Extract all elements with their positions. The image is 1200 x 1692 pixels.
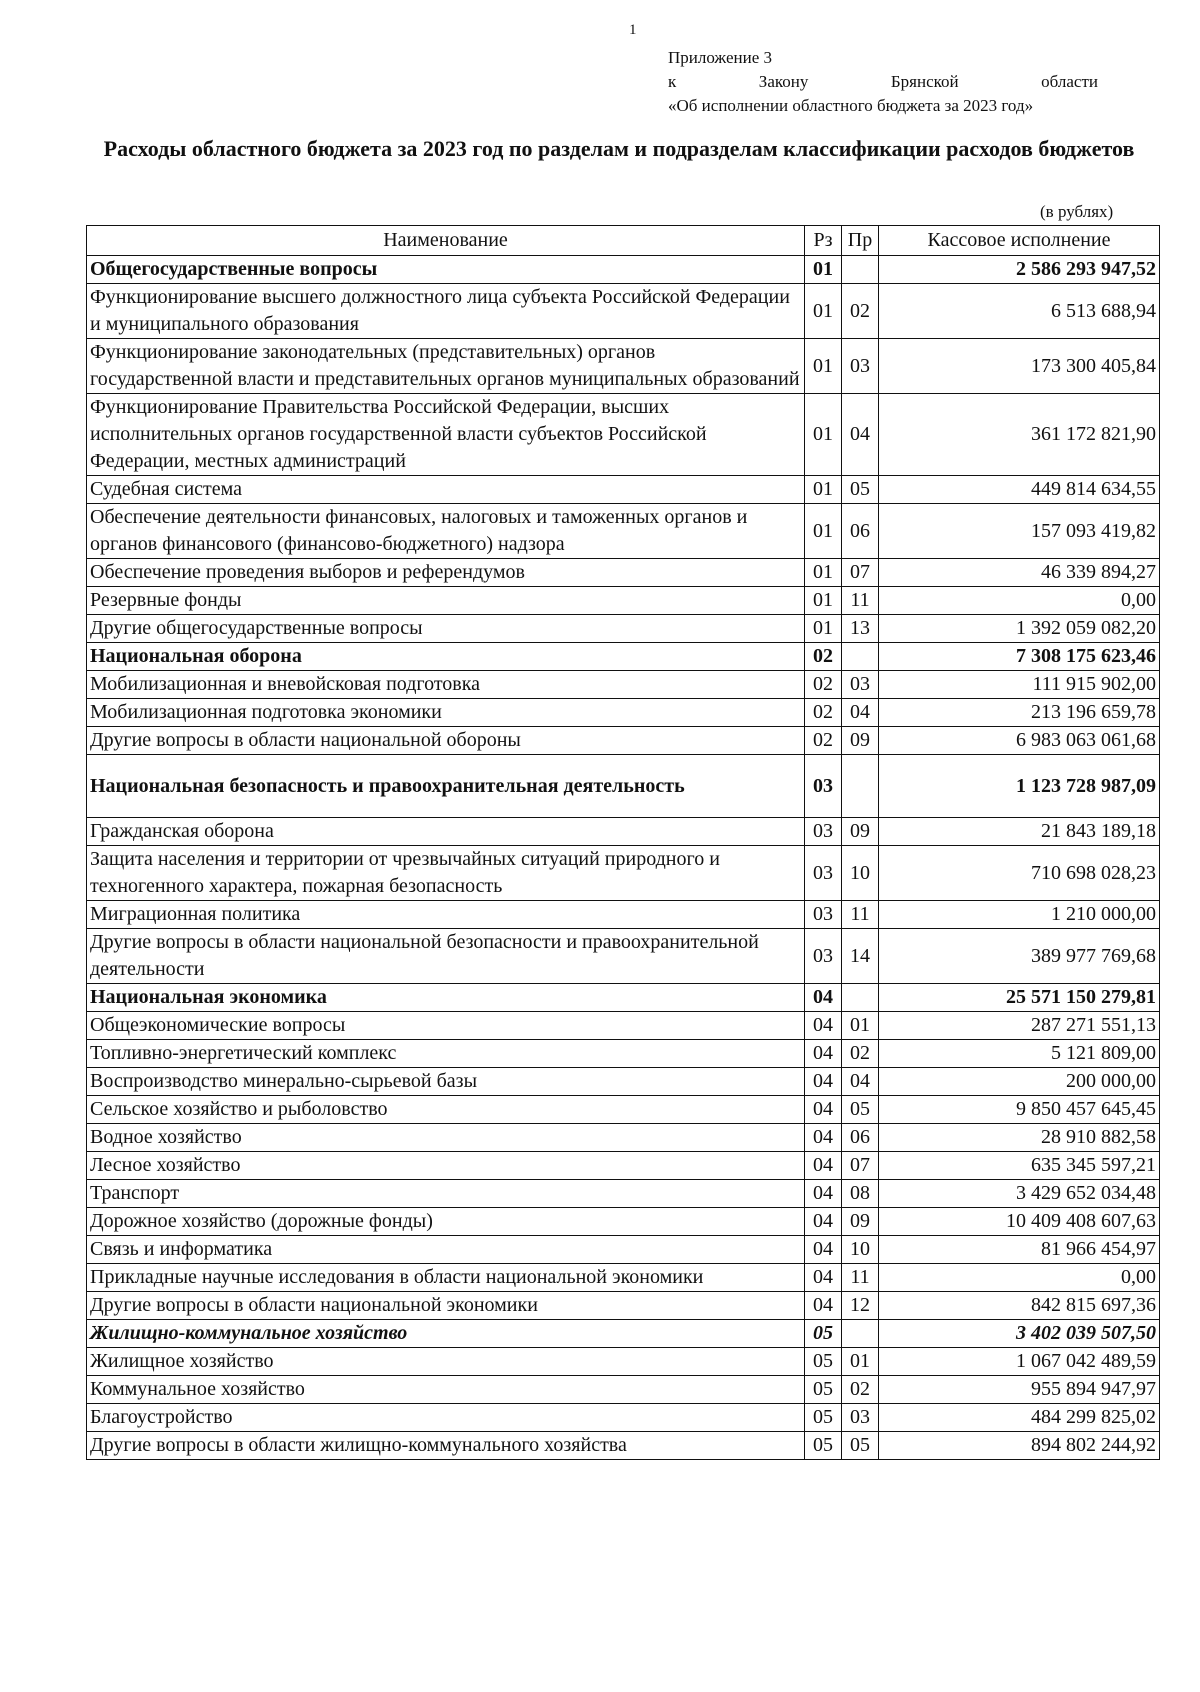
row-name: Функционирование Правительства Российской Федерации, высших исполнительных органов государственной власти субъектов Российской Федерации, местных администраций: [87, 394, 805, 476]
row-rz-code: 01: [805, 284, 842, 339]
row-pr-code: 08: [842, 1180, 879, 1208]
row-name: Воспроизводство минерально-сырьевой базы: [87, 1068, 805, 1096]
row-name: Обеспечение проведения выборов и референдумов: [87, 559, 805, 587]
row-amount: 28 910 882,58: [879, 1124, 1160, 1152]
row-rz-code: 05: [805, 1320, 842, 1348]
row-name: Мобилизационная подготовка экономики: [87, 699, 805, 727]
table-row: [87, 1292, 1160, 1320]
row-amount: 955 894 947,97: [879, 1376, 1160, 1404]
table-row: [87, 587, 1160, 615]
row-pr-code: 05: [842, 1432, 879, 1460]
row-rz-code: 01: [805, 339, 842, 394]
table-row: [87, 929, 1160, 984]
row-amount: 361 172 821,90: [879, 394, 1160, 476]
row-rz-code: 04: [805, 984, 842, 1012]
row-amount: 389 977 769,68: [879, 929, 1160, 984]
row-amount: 213 196 659,78: [879, 699, 1160, 727]
row-rz-code: 04: [805, 1236, 842, 1264]
table-row: [87, 504, 1160, 559]
row-name: Прикладные научные исследования в области национальной экономики: [87, 1264, 805, 1292]
page-number: 1: [629, 22, 637, 38]
table-row: [87, 1320, 1160, 1348]
row-pr-code: 05: [842, 1096, 879, 1124]
row-amount: 5 121 809,00: [879, 1040, 1160, 1068]
appendix-word: Закону: [758, 72, 809, 91]
row-pr-code: 07: [842, 1152, 879, 1180]
appendix-word: области: [1041, 72, 1098, 91]
row-rz-code: 03: [805, 929, 842, 984]
header-amount: Кассовое исполнение: [879, 226, 1160, 256]
row-rz-code: 01: [805, 504, 842, 559]
header-rz: Рз: [805, 226, 842, 256]
table-row: [87, 1012, 1160, 1040]
row-amount: 2 586 293 947,52: [879, 256, 1160, 284]
document-title: Расходы областного бюджета за 2023 год по разделам и подразделам классификации расходов бюджетов: [103, 136, 1135, 161]
appendix-line-3: «Об исполнении областного бюджета за 2023 год»: [668, 96, 1034, 115]
row-amount: 7 308 175 623,46: [879, 643, 1160, 671]
row-amount: 894 802 244,92: [879, 1432, 1160, 1460]
row-name: Национальная безопасность и правоохранительная деятельность: [87, 755, 805, 818]
appendix-word: Брянской: [890, 72, 959, 91]
row-name: Жилищное хозяйство: [87, 1348, 805, 1376]
table-row: [87, 1236, 1160, 1264]
row-amount: 6 513 688,94: [879, 284, 1160, 339]
table-row: [87, 284, 1160, 339]
row-rz-code: 01: [805, 394, 842, 476]
row-name: Коммунальное хозяйство: [87, 1376, 805, 1404]
row-name: Общеэкономические вопросы: [87, 1012, 805, 1040]
table-row: [87, 1124, 1160, 1152]
table-row: [87, 559, 1160, 587]
row-rz-code: 04: [805, 1292, 842, 1320]
table-row: [87, 1432, 1160, 1460]
table-row: [87, 901, 1160, 929]
row-rz-code: 05: [805, 1432, 842, 1460]
row-rz-code: 05: [805, 1376, 842, 1404]
units-note: (в рублях): [1040, 202, 1114, 221]
row-rz-code: 03: [805, 755, 842, 818]
row-rz-code: 02: [805, 671, 842, 699]
row-rz-code: 04: [805, 1124, 842, 1152]
row-pr-code: 03: [842, 339, 879, 394]
row-rz-code: 01: [805, 615, 842, 643]
row-rz-code: 01: [805, 256, 842, 284]
row-amount: 1 210 000,00: [879, 901, 1160, 929]
row-name: Другие вопросы в области национальной обороны: [87, 727, 805, 755]
row-name: Гражданская оборона: [87, 818, 805, 846]
row-name: Топливно-энергетический комплекс: [87, 1040, 805, 1068]
row-amount: 46 339 894,27: [879, 559, 1160, 587]
row-pr-code: 01: [842, 1012, 879, 1040]
row-name: Судебная система: [87, 476, 805, 504]
row-pr-code: 09: [842, 727, 879, 755]
row-rz-code: 04: [805, 1264, 842, 1292]
row-name: Другие вопросы в области национальной экономики: [87, 1292, 805, 1320]
row-pr-code: 02: [842, 1376, 879, 1404]
row-name: Транспорт: [87, 1180, 805, 1208]
row-amount: 3 402 039 507,50: [879, 1320, 1160, 1348]
row-rz-code: 03: [805, 901, 842, 929]
row-rz-code: 05: [805, 1348, 842, 1376]
table-row: [87, 984, 1160, 1012]
row-pr-code: 12: [842, 1292, 879, 1320]
row-amount: 1 392 059 082,20: [879, 615, 1160, 643]
table-row: [87, 339, 1160, 394]
row-name: Жилищно-коммунальное хозяйство: [87, 1320, 805, 1348]
row-pr-code: 14: [842, 929, 879, 984]
row-pr-code: [842, 1320, 879, 1348]
row-rz-code: 04: [805, 1180, 842, 1208]
row-pr-code: 09: [842, 1208, 879, 1236]
row-amount: 9 850 457 645,45: [879, 1096, 1160, 1124]
row-rz-code: 02: [805, 727, 842, 755]
row-rz-code: 03: [805, 846, 842, 901]
table-row: [87, 699, 1160, 727]
row-name: Национальная оборона: [87, 643, 805, 671]
row-name: Благоустройство: [87, 1404, 805, 1432]
row-pr-code: 11: [842, 901, 879, 929]
row-name: Резервные фонды: [87, 587, 805, 615]
row-amount: 200 000,00: [879, 1068, 1160, 1096]
row-rz-code: 05: [805, 1404, 842, 1432]
header-pr: Пр: [842, 226, 879, 256]
row-amount: 3 429 652 034,48: [879, 1180, 1160, 1208]
row-name: Водное хозяйство: [87, 1124, 805, 1152]
row-name: Национальная экономика: [87, 984, 805, 1012]
appendix-line-2: [668, 70, 1098, 94]
table-row: [87, 1068, 1160, 1096]
row-pr-code: 07: [842, 559, 879, 587]
row-amount: 10 409 408 607,63: [879, 1208, 1160, 1236]
row-rz-code: 04: [805, 1012, 842, 1040]
row-pr-code: 03: [842, 1404, 879, 1432]
table-row: [87, 671, 1160, 699]
table-row: [87, 1404, 1160, 1432]
row-rz-code: 04: [805, 1208, 842, 1236]
table-row: [87, 1376, 1160, 1404]
row-amount: 81 966 454,97: [879, 1236, 1160, 1264]
row-pr-code: 04: [842, 699, 879, 727]
table-row: [87, 727, 1160, 755]
row-pr-code: 04: [842, 1068, 879, 1096]
table-row: [87, 256, 1160, 284]
row-pr-code: 06: [842, 504, 879, 559]
row-name: Лесное хозяйство: [87, 1152, 805, 1180]
row-rz-code: 04: [805, 1040, 842, 1068]
table-row: [87, 1040, 1160, 1068]
row-amount: 6 983 063 061,68: [879, 727, 1160, 755]
expenditure-table: [86, 225, 1160, 1460]
row-amount: 111 915 902,00: [879, 671, 1160, 699]
row-pr-code: 02: [842, 284, 879, 339]
appendix-heading: [668, 46, 1098, 118]
table-row: [87, 1096, 1160, 1124]
row-pr-code: 01: [842, 1348, 879, 1376]
row-name: Связь и информатика: [87, 1236, 805, 1264]
appendix-word: к: [668, 72, 677, 91]
row-name: Мобилизационная и вневойсковая подготовка: [87, 671, 805, 699]
row-rz-code: 01: [805, 559, 842, 587]
row-name: Другие вопросы в области национальной безопасности и правоохранительной деятельности: [87, 929, 805, 984]
row-rz-code: 04: [805, 1152, 842, 1180]
row-amount: 0,00: [879, 587, 1160, 615]
row-pr-code: 11: [842, 587, 879, 615]
row-rz-code: 02: [805, 699, 842, 727]
row-name: Другие общегосударственные вопросы: [87, 615, 805, 643]
row-name: Общегосударственные вопросы: [87, 256, 805, 284]
row-pr-code: 11: [842, 1264, 879, 1292]
header-name: Наименование: [87, 226, 805, 256]
appendix-line-1: Приложение 3: [668, 48, 772, 67]
row-amount: 842 815 697,36: [879, 1292, 1160, 1320]
row-rz-code: 04: [805, 1096, 842, 1124]
table-row: [87, 1180, 1160, 1208]
row-amount: 710 698 028,23: [879, 846, 1160, 901]
row-amount: 173 300 405,84: [879, 339, 1160, 394]
row-pr-code: [842, 256, 879, 284]
row-pr-code: [842, 755, 879, 818]
row-pr-code: 10: [842, 1236, 879, 1264]
row-pr-code: 05: [842, 476, 879, 504]
row-rz-code: 03: [805, 818, 842, 846]
row-rz-code: 01: [805, 476, 842, 504]
row-pr-code: 13: [842, 615, 879, 643]
table-row: [87, 1264, 1160, 1292]
row-name: Функционирование законодательных (представительных) органов государственной власти и представительных органов муниципальных образований: [87, 339, 805, 394]
row-name: Обеспечение деятельности финансовых, налоговых и таможенных органов и органов финансового (финансово-бюджетного) надзора: [87, 504, 805, 559]
row-amount: 0,00: [879, 1264, 1160, 1292]
row-name: Другие вопросы в области жилищно-коммунального хозяйства: [87, 1432, 805, 1460]
table-row: [87, 818, 1160, 846]
table-row: [87, 1152, 1160, 1180]
row-amount: 157 093 419,82: [879, 504, 1160, 559]
row-amount: 484 299 825,02: [879, 1404, 1160, 1432]
row-pr-code: [842, 984, 879, 1012]
table-row: [87, 394, 1160, 476]
table-body: [87, 256, 1160, 1460]
row-pr-code: 10: [842, 846, 879, 901]
row-amount: 635 345 597,21: [879, 1152, 1160, 1180]
row-amount: 21 843 189,18: [879, 818, 1160, 846]
row-amount: 25 571 150 279,81: [879, 984, 1160, 1012]
row-rz-code: 01: [805, 587, 842, 615]
row-name: Миграционная политика: [87, 901, 805, 929]
row-amount: 1 123 728 987,09: [879, 755, 1160, 818]
row-rz-code: 04: [805, 1068, 842, 1096]
row-rz-code: 02: [805, 643, 842, 671]
row-amount: 287 271 551,13: [879, 1012, 1160, 1040]
row-name: Сельское хозяйство и рыболовство: [87, 1096, 805, 1124]
table-row: [87, 643, 1160, 671]
row-name: Дорожное хозяйство (дорожные фонды): [87, 1208, 805, 1236]
table-row: [87, 615, 1160, 643]
row-pr-code: [842, 643, 879, 671]
table-header-row: [87, 226, 1160, 256]
row-amount: 449 814 634,55: [879, 476, 1160, 504]
row-pr-code: 04: [842, 394, 879, 476]
table-row: [87, 846, 1160, 901]
row-amount: 1 067 042 489,59: [879, 1348, 1160, 1376]
row-pr-code: 02: [842, 1040, 879, 1068]
row-name: Защита населения и территории от чрезвычайных ситуаций природного и техногенного характера, пожарная безопасность: [87, 846, 805, 901]
table-row: [87, 476, 1160, 504]
row-pr-code: 03: [842, 671, 879, 699]
row-pr-code: 06: [842, 1124, 879, 1152]
row-pr-code: 09: [842, 818, 879, 846]
table-row: [87, 1208, 1160, 1236]
table-row: [87, 1348, 1160, 1376]
row-name: Функционирование высшего должностного лица субъекта Российской Федерации и муниципального образования: [87, 284, 805, 339]
table-row: [87, 755, 1160, 818]
